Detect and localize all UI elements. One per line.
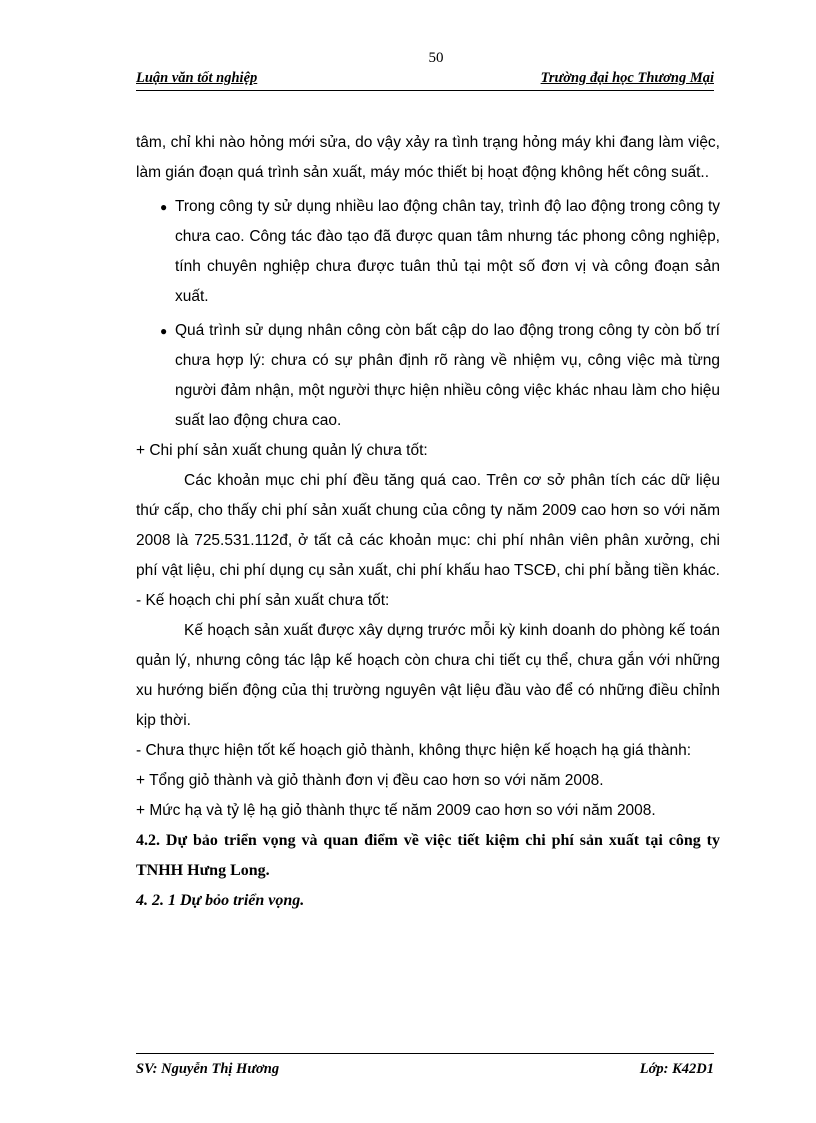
page-footer [136,1053,714,1080]
footer-student-name: SV: Nguyễn Thị Hương [136,1061,280,1077]
item-price-plan: - Chưa thực hiện tốt kế hoạch giỏ thành, không thực hiện kế hoạch hạ giá thành: [136,742,692,759]
bullet-icon: ● [160,324,168,338]
document-body [136,128,720,916]
bullet-item-labor-skill [136,192,720,312]
page-header [136,70,714,91]
section-heading: 4.2. Dự bảo triển vọng và quan điểm về việc tiết kiệm chi phí sản xuất tại công ty TNHH Hưng Long. [136,832,720,879]
bullet-item-labor-allocation [136,316,720,436]
bullet-icon: ● [160,200,168,214]
header-university-name: Trường đại học Thương Mại [540,70,714,86]
item-cost-plan-heading: - Kế hoạch chi phí sản xuất chưa tốt: [136,592,390,609]
subsection-heading: 4. 2. 1 Dự bỏo triển vọng. [136,892,305,909]
page-number: 50 [428,50,444,66]
item-total-cost: + Tổng giỏ thành và giỏ thành đơn vị đều cao hơn so với năm 2008. [136,772,604,789]
intro-paragraph: tâm, chỉ khi nào hỏng mới sửa, do vậy xảy ra tình trạng hỏng máy khi đang làm việc, làm gián đoạn quá trình sản xuất, máy móc thiết bị hoạt động không hết công suất.. [136,134,720,181]
paragraph-cost-plan: Kế hoạch sản xuất được xây dựng trước mỗi kỳ kinh doanh do phòng kế toán quản lý, nhưng công tác lập kế hoạch còn chưa chi tiết cụ thể, chưa gắn với những xu hướng biến động của thị trường nguyên vật liệu đầu vào để có những điều chỉnh kịp thời. [136,622,720,729]
item-general-cost: + Chi phí sản xuất chung quản lý chưa tốt: [136,442,428,459]
bullet-text: Quá trình sử dụng nhân công còn bất cập do lao động trong công ty còn bố trí chưa hợp lý: chưa có sự phân định rõ ràng về nhiệm vụ, công việc mà từng người đảm nhận, một người thực hiện nhiều công việc khác nhau làm cho hiệu suất lao động chưa cao. [175,322,720,429]
paragraph-general-cost: Các khoản mục chi phí đều tăng quá cao. Trên cơ sở phân tích các dữ liệu thứ cấp, cho thấy chi phí sản xuất chung của công ty năm 2009 cao hơn so với năm 2008 là 725.531.112đ, ở tất cả các khoản mục: chi phí nhân viên phân xưởng, chi phí vật liệu, chi phí dụng cụ sản xuất, chi phí khấu hao TSCĐ, chi phí bằng tiền khác. [136,472,720,579]
bullet-text: Trong công ty sử dụng nhiều lao động chân tay, trình độ lao động trong công ty chưa cao. Công tác đào tạo đã được quan tâm nhưng tác phong công nghiệp, tính chuyên nghiệp chưa được tuân thủ tại một số đơn vị và công đoạn sản xuất. [175,198,720,305]
header-thesis-label: Luận văn tốt nghiệp [136,70,258,86]
item-cost-reduction: + Mức hạ và tỷ lệ hạ giỏ thành thực tế năm 2009 cao hơn so với năm 2008. [136,802,656,819]
footer-class-code: Lớp: K42D1 [639,1061,714,1077]
